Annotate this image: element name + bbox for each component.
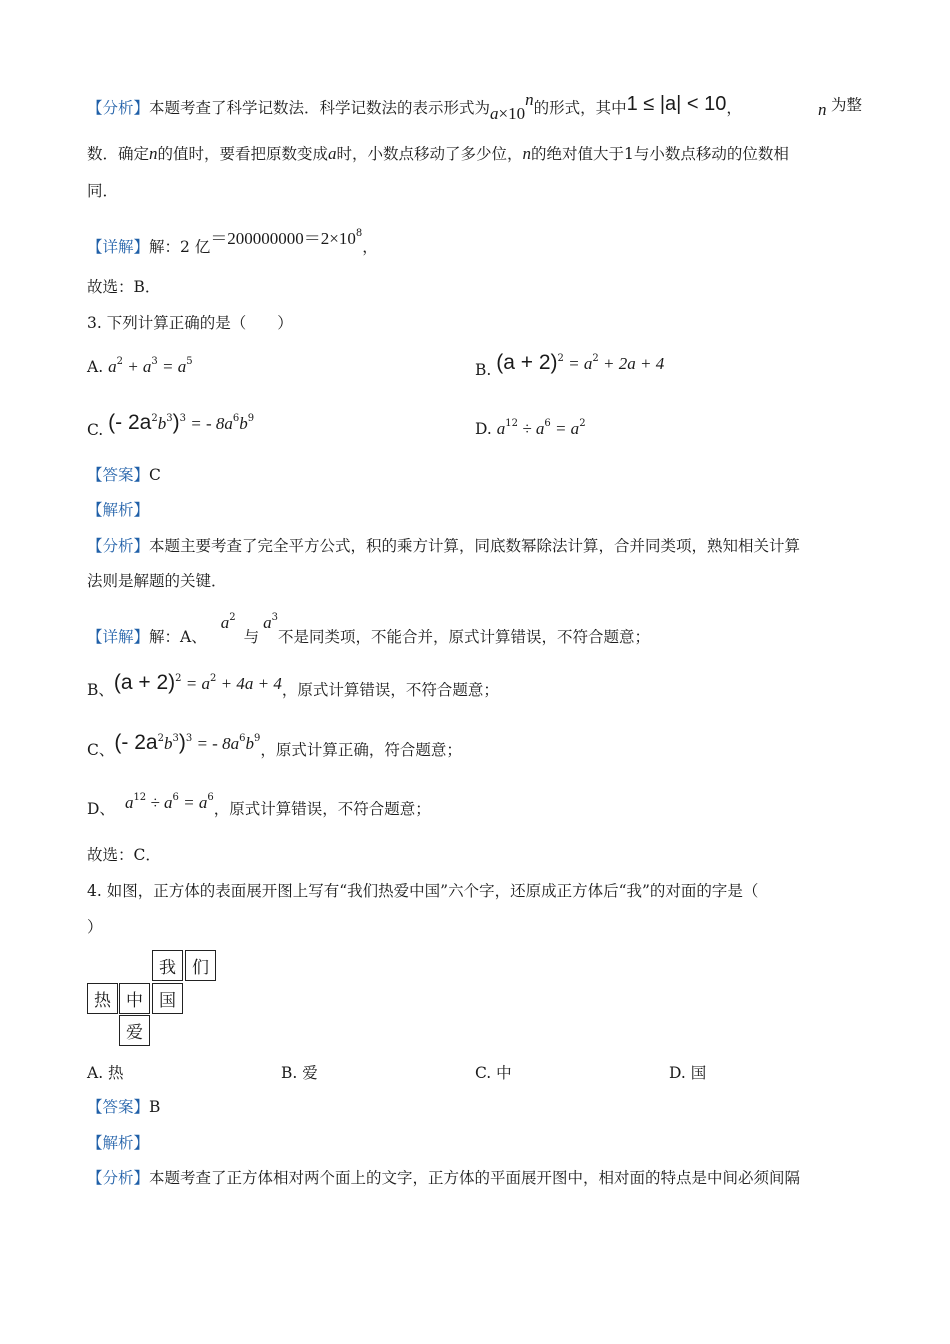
question-4-stem-1: 4. 如图，正方体的表面展开图上写有“我们热爱中国”六个字，还原成正方体后“我”的对面的字是（ xyxy=(87,882,759,900)
q4-analysis-line-1: 【分析】本题考查了正方体相对两个面上的文字，正方体的平面展开图中，相对面的特点是中间必须间隔 xyxy=(87,1169,801,1187)
question-3-stem: 3. 下列计算正确的是（ ） xyxy=(87,314,293,332)
q3-detail-a: 【详解】解：A、$a^2$与$a^3$不是同类项，不能合并，原式计算错误，不符合题意； xyxy=(87,612,650,646)
conclusion-line: 故选：B． xyxy=(87,278,161,296)
q4-jiexi-tag: 【解析】 xyxy=(87,1134,150,1152)
q3-option-c: C. (- $2a^2b^3)^3$ = - $8a^6b^9$ xyxy=(87,411,255,439)
q4-option-a: A. 热 xyxy=(87,1064,124,1082)
net-cell-zhong: 中 xyxy=(119,983,150,1014)
q3-detail-b: B、$(a + 2)^2 = a^2 + 4a + 4$，原式计算错误，不符合题意； xyxy=(87,671,499,699)
q3-answer: 【答案】C xyxy=(87,466,161,484)
q4-answer: 【答案】B xyxy=(87,1098,161,1116)
q3-detail-d: D、 $a^{12} \div a^6 = a^6$，原式计算错误，不符合题意； xyxy=(87,792,431,818)
detail-line: 【详解】解：2 亿$=200000000=2\times 10^8$， xyxy=(87,228,378,256)
analysis-line-2: 数．确定n的值时，要看把原数变成a时，小数点移动了多少位，n的绝对值大于1与小数点移动的位数相 xyxy=(87,144,789,163)
q3-analysis-line-1: 【分析】本题主要考查了完全平方公式，积的乘方计算，同底数幂除法计算，合并同类项，熟知相关计算 xyxy=(87,537,801,555)
analysis-tag: 【分析】 xyxy=(87,99,150,117)
detail-tag: 【详解】 xyxy=(87,238,150,256)
q3-conclusion: 故选：C． xyxy=(87,846,161,864)
q3-detail-c: C、(- $2a^2b^3)^3$ = - $8a^6b^9$，原式计算正确，符合题意； xyxy=(87,731,462,759)
net-cell-re: 热 xyxy=(87,983,118,1014)
q3-option-a: A. $a^2 + a^3 = a^5$ xyxy=(87,356,193,376)
q4-option-d: D. 国 xyxy=(669,1064,707,1082)
q3-jiexi-tag: 【解析】 xyxy=(87,501,150,519)
question-4-stem-2: ） xyxy=(87,918,103,936)
q3-option-d: D. $a^{12} \div a^6 = a^2$ xyxy=(475,418,586,438)
net-cell-guo: 国 xyxy=(152,983,183,1014)
net-cell-ai: 爱 xyxy=(119,1015,150,1046)
q4-option-b: B. 爱 xyxy=(281,1064,318,1082)
analysis-line-1: 【分析】本题考查了科学记数法．科学记数法的表示形式为$a\times 10^n$的形式，其中1 ≤ |a| < 10， xyxy=(87,90,742,123)
q3-option-b: B. $(a + 2)^2 = a^2 + 2a + 4$ xyxy=(475,351,665,379)
q3-analysis-line-2: 法则是解题的关键． xyxy=(87,572,227,590)
analysis-line-3: 同． xyxy=(87,182,119,200)
q4-option-c: C. 中 xyxy=(475,1064,512,1082)
net-cell-wo: 我 xyxy=(152,950,183,981)
net-cell-men: 们 xyxy=(185,950,216,981)
